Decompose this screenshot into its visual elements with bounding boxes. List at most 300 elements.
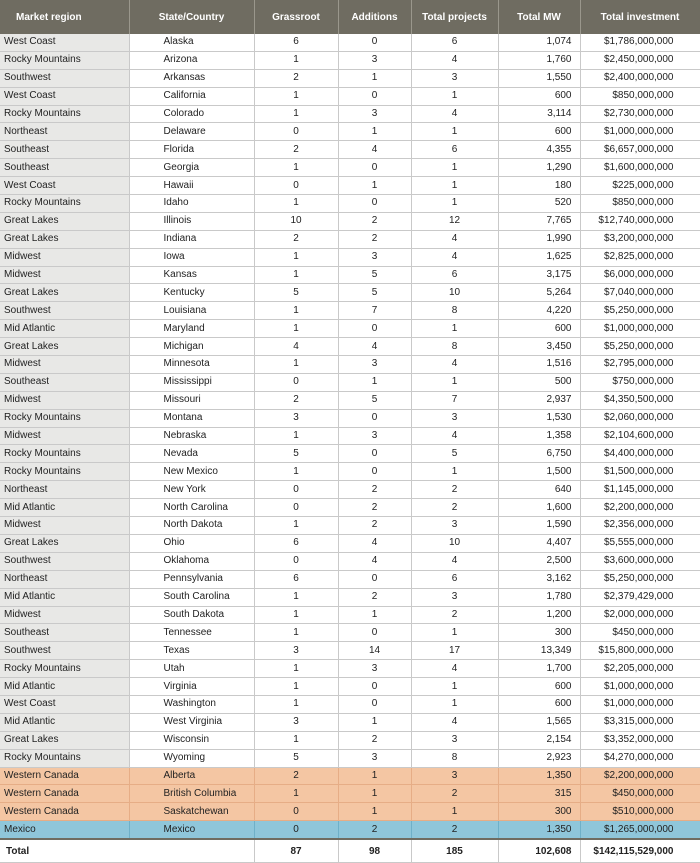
cell-market-region: West Coast — [0, 34, 129, 51]
cell-total-projects: 5 — [411, 445, 498, 463]
cell-total-mw: 1,516 — [498, 356, 580, 374]
cell-state-country: West Virginia — [129, 713, 254, 731]
cell-additions: 0 — [338, 34, 411, 51]
cell-total-mw: 2,154 — [498, 731, 580, 749]
cell-total-projects: 4 — [411, 552, 498, 570]
total-investment: $142,115,529,000 — [580, 839, 700, 863]
cell-state-country: New Mexico — [129, 463, 254, 481]
cell-market-region: Western Canada — [0, 803, 129, 821]
cell-total-investment: $2,060,000,000 — [580, 409, 700, 427]
cell-total-mw: 1,350 — [498, 767, 580, 785]
cell-additions: 1 — [338, 69, 411, 87]
cell-state-country: Arkansas — [129, 69, 254, 87]
cell-grassroot: 0 — [254, 821, 338, 839]
cell-total-investment: $5,555,000,000 — [580, 534, 700, 552]
cell-grassroot: 3 — [254, 409, 338, 427]
cell-state-country: Delaware — [129, 123, 254, 141]
cell-total-projects: 2 — [411, 785, 498, 803]
cell-state-country: Wyoming — [129, 749, 254, 767]
cell-additions: 1 — [338, 373, 411, 391]
cell-grassroot: 1 — [254, 51, 338, 69]
cell-state-country: Virginia — [129, 678, 254, 696]
cell-market-region: Mid Atlantic — [0, 320, 129, 338]
cell-total-mw: 4,407 — [498, 534, 580, 552]
cell-grassroot: 1 — [254, 588, 338, 606]
cell-additions: 3 — [338, 427, 411, 445]
cell-market-region: Rocky Mountains — [0, 105, 129, 123]
header-grassroot: Grassroot — [254, 0, 338, 34]
cell-state-country: Mexico — [129, 821, 254, 839]
cell-total-mw: 2,937 — [498, 391, 580, 409]
cell-additions: 0 — [338, 195, 411, 213]
table-row — [0, 284, 700, 302]
cell-grassroot: 6 — [254, 570, 338, 588]
cell-grassroot: 1 — [254, 195, 338, 213]
cell-total-investment: $1,786,000,000 — [580, 34, 700, 51]
cell-total-mw: 1,990 — [498, 230, 580, 248]
cell-additions: 3 — [338, 248, 411, 266]
table-row — [0, 409, 700, 427]
cell-additions: 1 — [338, 713, 411, 731]
table-row — [0, 624, 700, 642]
cell-additions: 3 — [338, 749, 411, 767]
cell-market-region: Southwest — [0, 552, 129, 570]
cell-total-investment: $3,315,000,000 — [580, 713, 700, 731]
cell-total-mw: 1,600 — [498, 499, 580, 517]
cell-total-projects: 8 — [411, 338, 498, 356]
cell-total-investment: $2,730,000,000 — [580, 105, 700, 123]
table-row — [0, 481, 700, 499]
cell-state-country: Maryland — [129, 320, 254, 338]
cell-additions: 1 — [338, 606, 411, 624]
cell-total-projects: 4 — [411, 427, 498, 445]
cell-total-projects: 1 — [411, 320, 498, 338]
cell-state-country: Colorado — [129, 105, 254, 123]
table-row — [0, 51, 700, 69]
table-row — [0, 195, 700, 213]
table-row — [0, 212, 700, 230]
cell-market-region: Northeast — [0, 481, 129, 499]
cell-market-region: Rocky Mountains — [0, 463, 129, 481]
table-row — [0, 356, 700, 374]
cell-total-investment: $5,250,000,000 — [580, 302, 700, 320]
cell-state-country: Florida — [129, 141, 254, 159]
cell-grassroot: 1 — [254, 159, 338, 177]
table-row — [0, 105, 700, 123]
cell-total-mw: 315 — [498, 785, 580, 803]
cell-state-country: Arizona — [129, 51, 254, 69]
cell-additions: 2 — [338, 230, 411, 248]
cell-total-mw: 600 — [498, 678, 580, 696]
cell-market-region: Mid Atlantic — [0, 588, 129, 606]
table-row — [0, 302, 700, 320]
cell-grassroot: 1 — [254, 427, 338, 445]
cell-total-mw: 1,550 — [498, 69, 580, 87]
cell-grassroot: 5 — [254, 749, 338, 767]
table-row — [0, 570, 700, 588]
table-row — [0, 159, 700, 177]
cell-total-investment: $12,740,000,000 — [580, 212, 700, 230]
cell-state-country: Alaska — [129, 34, 254, 51]
total-label: Total — [0, 839, 254, 863]
cell-total-projects: 1 — [411, 159, 498, 177]
header-total-mw: Total MW — [498, 0, 580, 34]
cell-total-investment: $2,104,600,000 — [580, 427, 700, 445]
cell-total-investment: $850,000,000 — [580, 195, 700, 213]
table-row — [0, 731, 700, 749]
cell-total-investment: $2,825,000,000 — [580, 248, 700, 266]
cell-total-mw: 3,114 — [498, 105, 580, 123]
cell-total-projects: 10 — [411, 284, 498, 302]
table-row — [0, 87, 700, 105]
cell-state-country: California — [129, 87, 254, 105]
total-additions: 98 — [338, 839, 411, 863]
cell-grassroot: 1 — [254, 624, 338, 642]
cell-market-region: West Coast — [0, 177, 129, 195]
cell-total-mw: 1,200 — [498, 606, 580, 624]
cell-total-investment: $750,000,000 — [580, 373, 700, 391]
cell-total-mw: 1,530 — [498, 409, 580, 427]
cell-market-region: Midwest — [0, 391, 129, 409]
cell-state-country: New York — [129, 481, 254, 499]
cell-total-investment: $510,000,000 — [580, 803, 700, 821]
cell-state-country: Utah — [129, 660, 254, 678]
cell-additions: 2 — [338, 517, 411, 535]
table-row — [0, 177, 700, 195]
cell-state-country: Ohio — [129, 534, 254, 552]
cell-additions: 4 — [338, 141, 411, 159]
cell-total-projects: 8 — [411, 302, 498, 320]
header-total-projects: Total projects — [411, 0, 498, 34]
cell-market-region: Mid Atlantic — [0, 678, 129, 696]
cell-total-investment: $450,000,000 — [580, 785, 700, 803]
cell-grassroot: 1 — [254, 517, 338, 535]
header-total-investment: Total investment — [580, 0, 700, 34]
cell-additions: 2 — [338, 821, 411, 839]
cell-total-projects: 6 — [411, 266, 498, 284]
cell-market-region: Western Canada — [0, 785, 129, 803]
cell-grassroot: 0 — [254, 177, 338, 195]
cell-total-mw: 5,264 — [498, 284, 580, 302]
cell-total-investment: $3,352,000,000 — [580, 731, 700, 749]
cell-state-country: Hawaii — [129, 177, 254, 195]
cell-total-investment: $2,200,000,000 — [580, 767, 700, 785]
cell-total-investment: $15,800,000,000 — [580, 642, 700, 660]
cell-total-investment: $2,356,000,000 — [580, 517, 700, 535]
cell-grassroot: 1 — [254, 660, 338, 678]
cell-state-country: Georgia — [129, 159, 254, 177]
cell-additions: 7 — [338, 302, 411, 320]
cell-state-country: Nevada — [129, 445, 254, 463]
cell-state-country: Saskatchewan — [129, 803, 254, 821]
cell-total-mw: 520 — [498, 195, 580, 213]
cell-additions: 4 — [338, 552, 411, 570]
cell-market-region: Midwest — [0, 606, 129, 624]
table-row — [0, 69, 700, 87]
cell-market-region: Southwest — [0, 642, 129, 660]
cell-grassroot: 0 — [254, 552, 338, 570]
cell-state-country: Alberta — [129, 767, 254, 785]
cell-grassroot: 1 — [254, 266, 338, 284]
cell-grassroot: 2 — [254, 391, 338, 409]
cell-market-region: Rocky Mountains — [0, 195, 129, 213]
cell-grassroot: 1 — [254, 302, 338, 320]
table-row — [0, 445, 700, 463]
cell-total-projects: 1 — [411, 373, 498, 391]
table-row — [0, 534, 700, 552]
cell-total-mw: 4,355 — [498, 141, 580, 159]
cell-market-region: Midwest — [0, 248, 129, 266]
cell-total-projects: 6 — [411, 141, 498, 159]
cell-grassroot: 6 — [254, 534, 338, 552]
cell-market-region: West Coast — [0, 87, 129, 105]
cell-total-projects: 1 — [411, 195, 498, 213]
cell-additions: 2 — [338, 212, 411, 230]
cell-total-mw: 300 — [498, 803, 580, 821]
cell-additions: 0 — [338, 695, 411, 713]
cell-total-projects: 4 — [411, 248, 498, 266]
table-row — [0, 552, 700, 570]
cell-additions: 0 — [338, 409, 411, 427]
cell-grassroot: 5 — [254, 445, 338, 463]
cell-grassroot: 1 — [254, 785, 338, 803]
cell-grassroot: 1 — [254, 105, 338, 123]
table-row — [0, 785, 700, 803]
cell-grassroot: 1 — [254, 606, 338, 624]
cell-total-investment: $2,795,000,000 — [580, 356, 700, 374]
cell-grassroot: 6 — [254, 34, 338, 51]
cell-additions: 1 — [338, 785, 411, 803]
cell-market-region: Southeast — [0, 159, 129, 177]
cell-state-country: Nebraska — [129, 427, 254, 445]
cell-grassroot: 2 — [254, 141, 338, 159]
cell-grassroot: 2 — [254, 767, 338, 785]
cell-additions: 1 — [338, 767, 411, 785]
cell-total-investment: $4,270,000,000 — [580, 749, 700, 767]
cell-total-mw: 600 — [498, 123, 580, 141]
total-projects: 185 — [411, 839, 498, 863]
cell-additions: 3 — [338, 105, 411, 123]
cell-total-investment: $4,400,000,000 — [580, 445, 700, 463]
table-body — [0, 34, 700, 839]
cell-total-projects: 1 — [411, 803, 498, 821]
header-additions: Additions — [338, 0, 411, 34]
table-row — [0, 749, 700, 767]
header-row — [0, 0, 700, 34]
cell-state-country: Missouri — [129, 391, 254, 409]
cell-total-projects: 3 — [411, 517, 498, 535]
cell-market-region: Southeast — [0, 373, 129, 391]
cell-additions: 2 — [338, 481, 411, 499]
cell-total-investment: $3,200,000,000 — [580, 230, 700, 248]
cell-total-mw: 1,700 — [498, 660, 580, 678]
cell-market-region: Southwest — [0, 69, 129, 87]
cell-additions: 3 — [338, 356, 411, 374]
cell-grassroot: 0 — [254, 499, 338, 517]
cell-market-region: West Coast — [0, 695, 129, 713]
cell-total-projects: 2 — [411, 606, 498, 624]
table-row — [0, 499, 700, 517]
cell-total-mw: 180 — [498, 177, 580, 195]
cell-total-projects: 4 — [411, 105, 498, 123]
cell-additions: 0 — [338, 159, 411, 177]
cell-total-investment: $7,040,000,000 — [580, 284, 700, 302]
cell-total-mw: 600 — [498, 87, 580, 105]
cell-state-country: Louisiana — [129, 302, 254, 320]
cell-total-investment: $1,000,000,000 — [580, 320, 700, 338]
header-market-region: Market region — [0, 0, 129, 34]
cell-additions: 1 — [338, 177, 411, 195]
cell-state-country: Mississippi — [129, 373, 254, 391]
cell-state-country: Kansas — [129, 266, 254, 284]
cell-state-country: Idaho — [129, 195, 254, 213]
cell-total-mw: 3,162 — [498, 570, 580, 588]
cell-total-projects: 2 — [411, 481, 498, 499]
cell-additions: 2 — [338, 499, 411, 517]
cell-market-region: Great Lakes — [0, 731, 129, 749]
cell-grassroot: 1 — [254, 731, 338, 749]
cell-grassroot: 1 — [254, 248, 338, 266]
cell-total-investment: $1,600,000,000 — [580, 159, 700, 177]
cell-total-mw: 1,358 — [498, 427, 580, 445]
cell-total-mw: 1,500 — [498, 463, 580, 481]
cell-market-region: Great Lakes — [0, 534, 129, 552]
cell-state-country: Indiana — [129, 230, 254, 248]
cell-total-projects: 1 — [411, 123, 498, 141]
cell-grassroot: 10 — [254, 212, 338, 230]
cell-grassroot: 5 — [254, 284, 338, 302]
cell-additions: 5 — [338, 284, 411, 302]
cell-state-country: Wisconsin — [129, 731, 254, 749]
cell-market-region: Midwest — [0, 427, 129, 445]
cell-total-mw: 640 — [498, 481, 580, 499]
cell-market-region: Great Lakes — [0, 284, 129, 302]
cell-total-investment: $1,500,000,000 — [580, 463, 700, 481]
cell-market-region: Midwest — [0, 266, 129, 284]
cell-grassroot: 1 — [254, 463, 338, 481]
table-row — [0, 713, 700, 731]
cell-total-projects: 1 — [411, 177, 498, 195]
table-row — [0, 642, 700, 660]
cell-market-region: Western Canada — [0, 767, 129, 785]
cell-state-country: Pennsylvania — [129, 570, 254, 588]
cell-state-country: Iowa — [129, 248, 254, 266]
cell-market-region: Midwest — [0, 356, 129, 374]
table-row — [0, 427, 700, 445]
table-row — [0, 767, 700, 785]
cell-total-projects: 12 — [411, 212, 498, 230]
cell-total-projects: 2 — [411, 821, 498, 839]
cell-total-projects: 2 — [411, 499, 498, 517]
cell-total-investment: $3,600,000,000 — [580, 552, 700, 570]
table-row — [0, 606, 700, 624]
cell-grassroot: 4 — [254, 338, 338, 356]
cell-state-country: Michigan — [129, 338, 254, 356]
cell-grassroot: 3 — [254, 642, 338, 660]
cell-total-projects: 1 — [411, 624, 498, 642]
cell-total-projects: 4 — [411, 660, 498, 678]
cell-market-region: Great Lakes — [0, 230, 129, 248]
cell-state-country: British Columbia — [129, 785, 254, 803]
table-row — [0, 373, 700, 391]
cell-additions: 0 — [338, 570, 411, 588]
cell-grassroot: 0 — [254, 481, 338, 499]
table-row — [0, 391, 700, 409]
cell-market-region: Great Lakes — [0, 212, 129, 230]
cell-additions: 5 — [338, 391, 411, 409]
cell-total-projects: 10 — [411, 534, 498, 552]
cell-total-projects: 3 — [411, 588, 498, 606]
cell-grassroot: 1 — [254, 356, 338, 374]
cell-additions: 0 — [338, 678, 411, 696]
cell-market-region: Rocky Mountains — [0, 409, 129, 427]
cell-state-country: North Carolina — [129, 499, 254, 517]
cell-market-region: Mid Atlantic — [0, 713, 129, 731]
cell-total-projects: 6 — [411, 570, 498, 588]
cell-additions: 1 — [338, 803, 411, 821]
cell-total-mw: 3,450 — [498, 338, 580, 356]
cell-total-mw: 1,350 — [498, 821, 580, 839]
cell-grassroot: 0 — [254, 373, 338, 391]
total-mw: 102,608 — [498, 839, 580, 863]
cell-total-mw: 1,074 — [498, 34, 580, 51]
cell-grassroot: 0 — [254, 803, 338, 821]
cell-additions: 0 — [338, 463, 411, 481]
cell-total-investment: $2,200,000,000 — [580, 499, 700, 517]
cell-market-region: Rocky Mountains — [0, 445, 129, 463]
cell-additions: 3 — [338, 660, 411, 678]
cell-total-projects: 6 — [411, 34, 498, 51]
cell-additions: 4 — [338, 338, 411, 356]
cell-total-investment: $1,145,000,000 — [580, 481, 700, 499]
cell-market-region: Mexico — [0, 821, 129, 839]
table-row — [0, 463, 700, 481]
cell-market-region: Midwest — [0, 517, 129, 535]
cell-total-investment: $1,265,000,000 — [580, 821, 700, 839]
cell-total-projects: 3 — [411, 767, 498, 785]
cell-state-country: Illinois — [129, 212, 254, 230]
cell-additions: 0 — [338, 320, 411, 338]
cell-total-investment: $1,000,000,000 — [580, 678, 700, 696]
cell-state-country: South Dakota — [129, 606, 254, 624]
cell-total-mw: 6,750 — [498, 445, 580, 463]
cell-total-mw: 600 — [498, 320, 580, 338]
table-row — [0, 338, 700, 356]
table-row — [0, 803, 700, 821]
cell-state-country: Kentucky — [129, 284, 254, 302]
table-row — [0, 678, 700, 696]
table-row — [0, 517, 700, 535]
cell-grassroot: 1 — [254, 320, 338, 338]
cell-total-mw: 500 — [498, 373, 580, 391]
cell-additions: 0 — [338, 445, 411, 463]
cell-total-projects: 3 — [411, 409, 498, 427]
cell-market-region: Northeast — [0, 123, 129, 141]
cell-state-country: Texas — [129, 642, 254, 660]
total-grassroot: 87 — [254, 839, 338, 863]
cell-state-country: North Dakota — [129, 517, 254, 535]
cell-total-projects: 3 — [411, 731, 498, 749]
cell-grassroot: 0 — [254, 123, 338, 141]
cell-market-region: Great Lakes — [0, 338, 129, 356]
cell-total-mw: 2,500 — [498, 552, 580, 570]
cell-grassroot: 3 — [254, 713, 338, 731]
cell-total-projects: 1 — [411, 695, 498, 713]
table-row — [0, 123, 700, 141]
cell-total-mw: 4,220 — [498, 302, 580, 320]
cell-market-region: Southwest — [0, 302, 129, 320]
cell-total-investment: $5,250,000,000 — [580, 570, 700, 588]
